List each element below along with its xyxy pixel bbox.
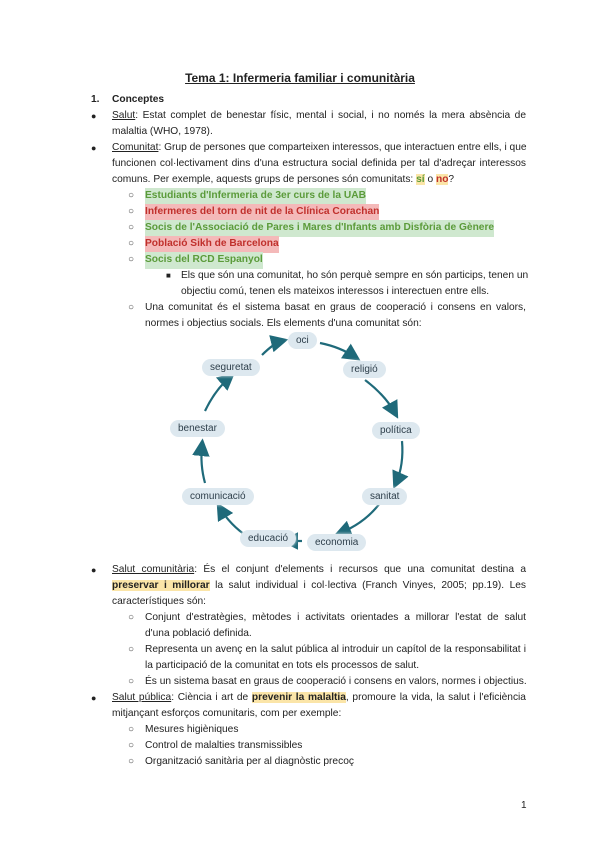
subnote-line1: Els que són una comunitat, ho són perquè sempre en són particips, tenen un xyxy=(181,270,529,281)
bullet-salut-comunitaria: ● xyxy=(91,565,97,575)
characteristic-item-cont: d'una població definida. xyxy=(145,628,252,639)
circle-bullet: ○ xyxy=(128,612,135,623)
example-item: Socis de l'Associació de Pares i Mares d'Infants amb Disfòria de Gènere xyxy=(145,220,494,237)
cycle-arrow xyxy=(201,445,205,483)
bullet-salut-publica: ● xyxy=(91,693,97,703)
circle-bullet: ○ xyxy=(128,238,135,249)
cycle-arrow xyxy=(365,380,395,413)
circle-bullet: ○ xyxy=(128,740,135,751)
section-number: 1. xyxy=(91,94,100,105)
cycle-item-benestar: benestar xyxy=(170,420,225,437)
cycle-item-seguretat: seguretat xyxy=(202,359,260,376)
comunitat-line1: Comunitat: Grup de persones que comparteixen interessos, que interactuen entre ells, i que xyxy=(112,142,527,153)
salut-comunitaria-line2: preservar i millorar la salut individual i col·lectiva (Franch Vinyes, 2005; pp.19). Les xyxy=(112,580,526,591)
example-item: Població Sikh de Barcelona xyxy=(145,236,279,253)
circle-bullet: ○ xyxy=(128,676,135,687)
circle-bullet: ○ xyxy=(128,756,135,767)
circle-bullet: ○ xyxy=(128,190,135,201)
characteristic-item: Representa un avenç en la salut pública al introduir un capítol de la responsabilitat i xyxy=(145,644,526,655)
comunitat-line3: comuns. Per exemple, aquests grups de persones són comunitats: sí o no? xyxy=(112,174,455,185)
cycle-diagram xyxy=(160,325,440,565)
circle-bullet: ○ xyxy=(128,724,135,735)
characteristic-item-cont: la participació de la comunitat en tots els processos de salut. xyxy=(145,660,420,671)
example-item: Infermeres del torn de nit de la Clínica Corachan xyxy=(145,204,379,221)
cycle-arrow xyxy=(205,377,230,411)
square-bullet: ■ xyxy=(166,271,171,280)
cycle-item-comunicacio: comunicació xyxy=(182,488,254,505)
subnote-line2: objectiu comú, tenen els mateixos interessos i interectuen entre ells. xyxy=(181,286,490,297)
cycle-item-sanitat: sanitat xyxy=(362,488,407,505)
cycle-arrow xyxy=(262,341,282,355)
comunitat-line2: funcionen col·lectivament dins d'una estructura social definida per tal d'adreçar interessos xyxy=(112,158,526,169)
cycle-arrow xyxy=(340,503,380,533)
circle-bullet: ○ xyxy=(128,206,135,217)
example-item: Socis del RCD Espanyol xyxy=(145,252,263,269)
cycle-item-educacio: educació xyxy=(240,530,296,547)
salut-publica-line1: Salut pública: Ciència i art de prevenir la malaltia, promoure la vida, la salut i l'eficiència xyxy=(112,692,526,703)
salut-line2: malaltia (WHO, 1978). xyxy=(112,126,213,137)
salut-comunitaria-line3: característiques són: xyxy=(112,596,206,607)
cycle-item-oci: oci xyxy=(288,332,317,349)
cycle-item-religio: religió xyxy=(343,361,386,378)
bullet-salut: ● xyxy=(91,111,97,121)
example-item: Estudiants d'Infermeria de 3er curs de la UAB xyxy=(145,188,366,205)
circle-bullet: ○ xyxy=(128,222,135,233)
characteristic-item: És un sistema basat en graus de cooperació i consens en valors, normes i objectius. xyxy=(145,676,527,687)
bullet-comunitat: ● xyxy=(91,143,97,153)
salut-publica-line2: mitjançant esforços comunitaris, com per exemple: xyxy=(112,708,342,719)
cycle-arrow xyxy=(396,441,402,483)
system-line2: normes i objectius socials. Els elements d'una comunitat són: xyxy=(145,318,422,329)
salut-comunitaria-line1: Salut comunitària: És el conjunt d'elements i recursos que una comunitat destina a xyxy=(112,564,526,575)
circle-bullet: ○ xyxy=(128,254,135,265)
system-line1: Una comunitat és el sistema basat en graus de cooperació i consens en valors, xyxy=(145,302,526,313)
cycle-arrow xyxy=(320,343,355,357)
public-health-item: Mesures higièniques xyxy=(145,724,239,735)
public-health-item: Organització sanitària per al diagnòstic precoç xyxy=(145,756,354,767)
cycle-item-economia: economia xyxy=(307,534,366,551)
page-number: 1 xyxy=(521,800,527,811)
page-title: Tema 1: Infermeria familiar i comunitària xyxy=(185,71,415,85)
public-health-item: Control de malalties transmissibles xyxy=(145,740,303,751)
cycle-item-politica: política xyxy=(372,422,420,439)
circle-bullet: ○ xyxy=(128,302,135,313)
salut-line1: Salut: Estat complet de benestar físic, mental i social, i no només la mera absència de xyxy=(112,110,526,121)
circle-bullet: ○ xyxy=(128,644,135,655)
section-heading: Conceptes xyxy=(112,94,165,105)
characteristic-item: Conjunt d'estratègies, mètodes i activitats orientades a millorar l'estat de salut xyxy=(145,612,526,623)
